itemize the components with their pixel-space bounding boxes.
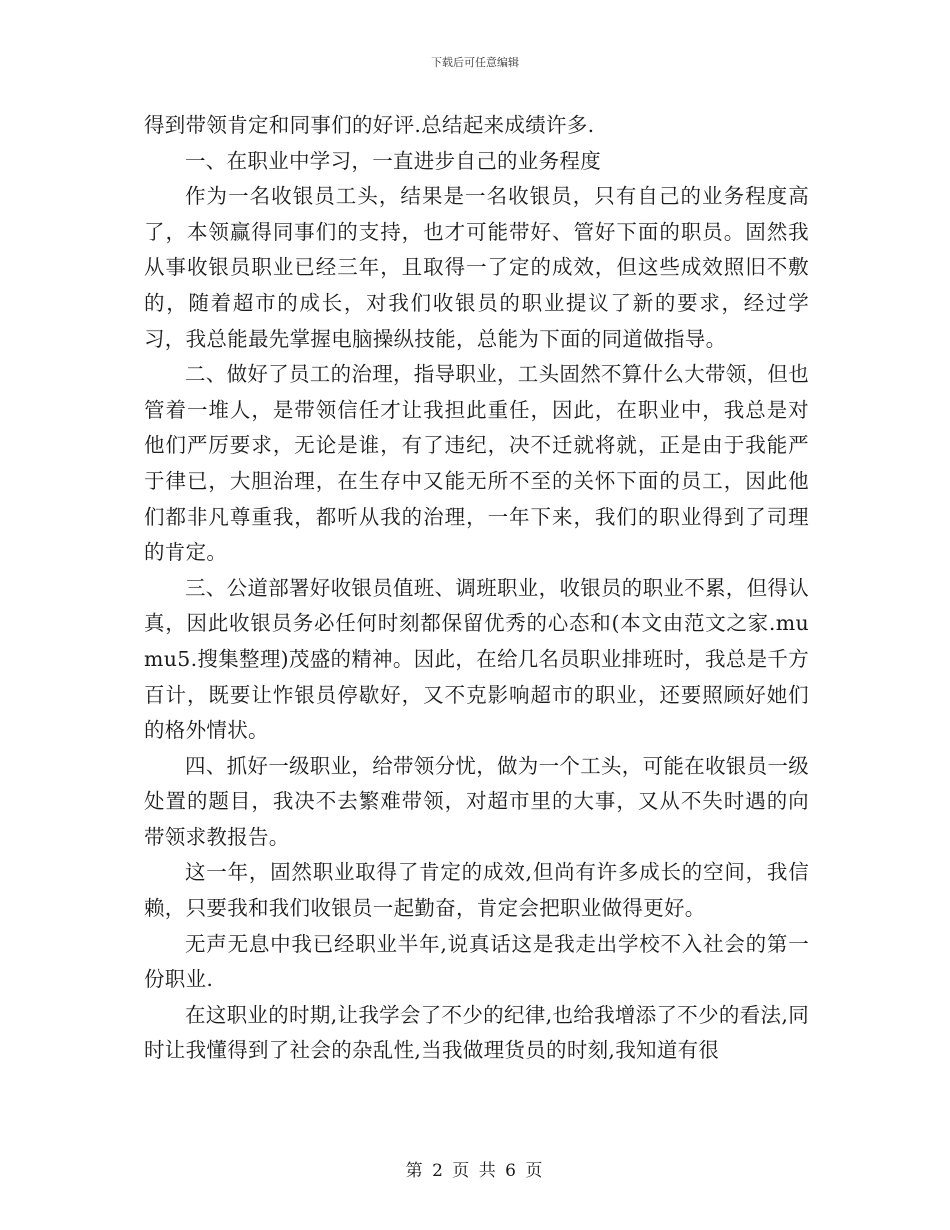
- paragraph: 三、公道部署好收银员值班、调班职业，收银员的职业不累，但得认真，因此收银员务必任何时刻都保留优秀的心态和(本文由范文之家.mumu5.搜集整理)茂盛的精神。因此，在给几名员职业排班时，我总是千方百计，既要让怍银员停歇好，又不克影响超市的职业，还要照顾好她们的格外情状。: [144, 575, 809, 743]
- paragraph: 这一年，固然职业取得了肯定的成效,但尚有许多成长的空间，我信赖，只要我和我们收银员一起勤奋，肯定会把职业做得更好。: [144, 860, 809, 921]
- paragraph: 二、做好了员工的治理，指导职业，工头固然不算什么大带领，但也管着一堆人，是带领信任才让我担此重任，因此，在职业中，我总是对他们严厉要求，无论是谁，有了违纪，决不迁就将就，正是由于我能严于律已，大胆治理，在生存中又能无所不至的关怀下面的员工，因此他们都非凡尊重我，都听从我的治理，一年下来，我们的职业得到了司理的肯定。: [144, 362, 809, 565]
- paragraph: 得到带领肯定和同事们的好评.总结起来成绩许多.: [144, 113, 595, 137]
- paragraph: 作为一名收银员工头，结果是一名收银员，只有自己的业务程度高了，本领赢得同事们的支持，也才可能带好、管好下面的职员。固然我从事收银员职业已经三年，且取得一了定的成效，但这些成效照旧不敷的，随着超市的成长，对我们收银员的职业提议了新的要求，经过学习，我总能最先掌握电脑操纵技能，总能为下面的同道做指导。: [144, 184, 809, 351]
- paragraph: 一、在职业中学习，一直进步自己的业务程度: [185, 148, 601, 173]
- page-number: 第 2 页 共 6 页: [405, 1161, 545, 1181]
- page-header: 下载后可任意编辑: [431, 56, 519, 69]
- paragraph: 在这职业的时期,让我学会了不少的纪律,也给我增添了不少的看法,同时让我懂得到了社会的杂乱性,当我做理货员的时刻,我知道有很: [144, 1002, 809, 1063]
- paragraph: 无声无息中我已经职业半年,说真话这是我走出学校不入社会的第一份职业.: [144, 931, 809, 992]
- document-body: [144, 108, 809, 1069]
- paragraph: 四、抓好一级职业，给带领分忧，做为一个工头，可能在收银员一级处置的题目，我决不去繁难带领，对超市里的大事，又从不失时遇的向带领求教报告。: [144, 753, 809, 849]
